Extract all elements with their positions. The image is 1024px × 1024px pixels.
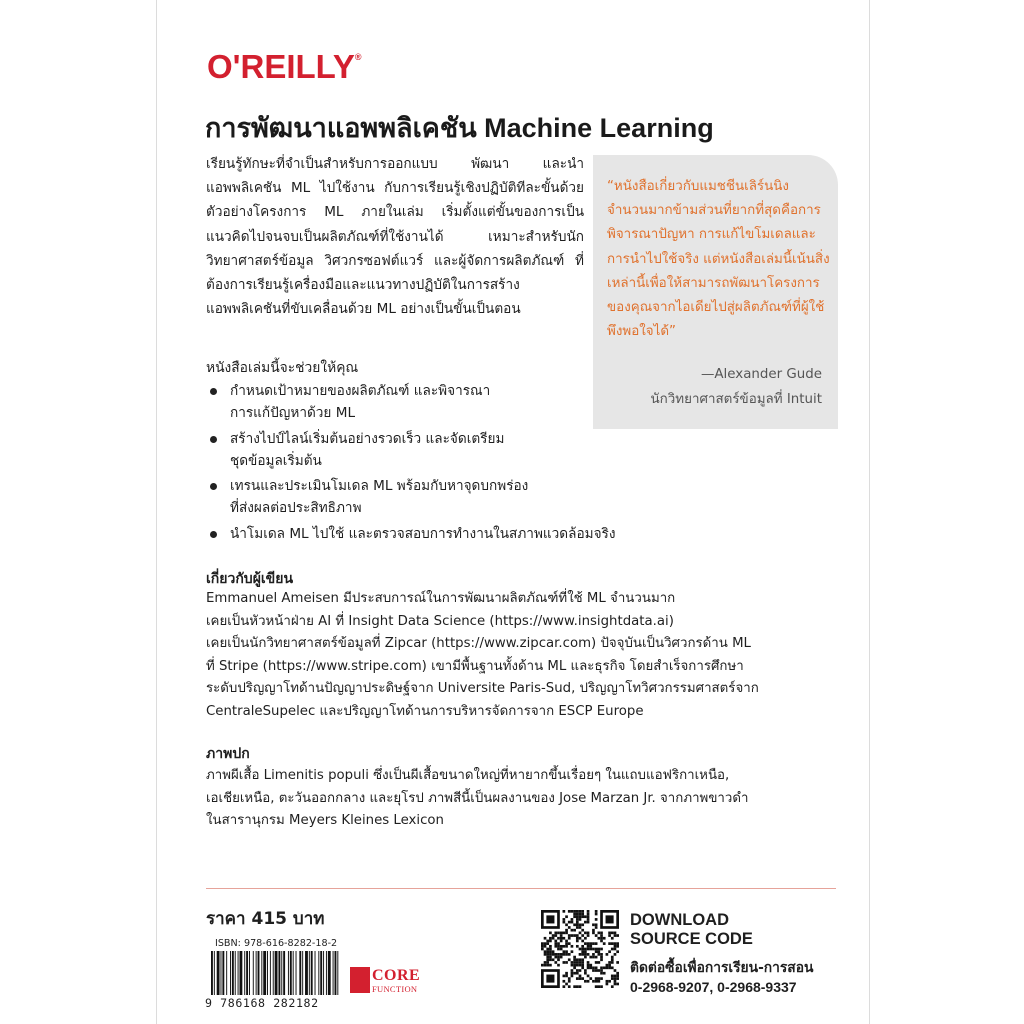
bullet-icon [210, 388, 217, 395]
isbn-label: ISBN: 978-616-8282-18-2 [215, 938, 338, 949]
author-bio: Emmanuel Ameisen มีประสบการณ์ในการพัฒนาผลิตภัณฑ์ที่ใช้ ML จำนวนมาก เคยเป็นหัวหน้าฝ่าย AI ที่ Insight Data Science (https://www.insightdata.ai) เคยเป็นนักวิทยาศาสตร์ข้อมูลที่ Zipcar (https://www.zipcar.com) ปัจจุบันเป็นวิศวกรด้าน ML ที่ Stripe (https://www.stripe.com) เขามีพื้นฐานทั้งด้าน ML และธุรกิจ โดยสำเร็จการศึกษา ระดับปริญญาโทด้านปัญญาประดิษฐ์จาก Universite Paris-Sud, ปริญญาโทวิศวกรรมศาสตร์จาก CentraleSupelec และปริญญาโทด้านการบริหารจัดการจาก ESCP Europe [206, 591, 759, 719]
benefits-heading: หนังสือเล่มนี้จะช่วยให้คุณ [206, 360, 359, 376]
phone-numbers: 0-2968-9207, 0-2968-9337 [630, 979, 797, 995]
cover-description: ภาพผีเสื้อ Limenitis populi ซึ่งเป็นผีเสื้อขนาดใหญ่ที่หายากขึ้นเรื่อยๆ ในแถบแอฟริกาเหนือ, เอเชียเหนือ, ตะวันออกกลาง และยุโรป ภาพสีนี้เป็นผลงานของ Jose Marzan Jr. จากภาพขาวดำ ในสารานุกรม Meyers Kleines Lexicon [206, 768, 749, 829]
qr-code-icon [541, 910, 619, 988]
back-cover [156, 0, 870, 1024]
author-heading: เกี่ยวกับผู้เขียน [206, 571, 294, 587]
barcode-number: 9 786168 282182 [205, 996, 319, 1010]
price-label: ราคา 415 บาท [206, 909, 325, 929]
divider [206, 888, 836, 889]
barcode-icon [205, 951, 345, 995]
benefits-list [206, 380, 806, 548]
publisher-logo: CORE FUNCTION [350, 967, 430, 997]
list-item: สร้างไปป์ไลน์เริ่มต้นอย่างรวดเร็ว และจัดเตรียม ชุดข้อมูลเริ่มต้น [206, 428, 806, 473]
cover-heading: ภาพปก [206, 746, 250, 762]
intro-paragraph: เรียนรู้ทักษะที่จำเป็นสำหรับการออกแบบ พัฒนา และนำแอพพลิเคชัน ML ไปใช้งาน กับการเรียนรู้เชิงปฏิบัติทีละขั้นด้วยตัวอย่างโครงการ ML ภายในเล่ม เริ่มตั้งแต่ขั้นของการเป็นแนวคิดไปจนจบเป็นผลิตภัณฑ์ที่ใช้งานได้ เหมาะสำหรับนักวิทยาศาสตร์ข้อมูล วิศวกรซอฟต์แวร์ และผู้จัดการผลิตภัณฑ์ ที่ต้องการเรียนรู้เครื่องมือและแนวทางปฏิบัติในการสร้างแอพพลิเคชันที่ขับเคลื่อนด้วย ML อย่างเป็นขั้นเป็นตอน [206, 156, 584, 318]
quote-author-role: นักวิทยาศาสตร์ข้อมูลที่ Intuit [650, 392, 822, 407]
bullet-icon [210, 483, 217, 490]
book-title: การพัฒนาแอพพลิเคชัน Machine Learning [205, 113, 714, 143]
list-item: กำหนดเป้าหมายของผลิตภัณฑ์ และพิจารณา การแก้ปัญหาด้วย ML [206, 380, 806, 425]
bullet-icon [210, 436, 217, 443]
list-item: นำโมเดล ML ไปใช้ และตรวจสอบการทำงานในสภาพแวดล้อมจริง [206, 523, 806, 545]
quote-author: —Alexander Gude [701, 367, 822, 382]
list-item: เทรนและประเมินโมเดล ML พร้อมกับหาจุดบกพร่อง ที่ส่งผลต่อประสิทธิภาพ [206, 475, 806, 520]
quote-text: “หนังสือเกี่ยวกับแมชชีนเลิร์นนิงจำนวนมากข้ามส่วนที่ยากที่สุดคือการพิจารณาปัญหา การแก้ไขโมเดลและการนำไปใช้จริง แต่หนังสือเล่มนี้เน้นสิ่งเหล่านี้เพื่อให้สามารถพัฒนาโครงการของคุณจากไอเดียไปสู่ผลิตภัณฑ์ที่ผู้ใช้พึงพอใจได้” [607, 179, 830, 340]
contact-label: ติดต่อซื้อเพื่อการเรียน-การสอน [630, 960, 814, 976]
download-source-label: DOWNLOAD SOURCE CODE [630, 911, 753, 948]
publisher-logo-mark [350, 967, 370, 993]
oreilly-logo: O'REILLY® [207, 48, 362, 85]
bullet-icon [210, 531, 217, 538]
